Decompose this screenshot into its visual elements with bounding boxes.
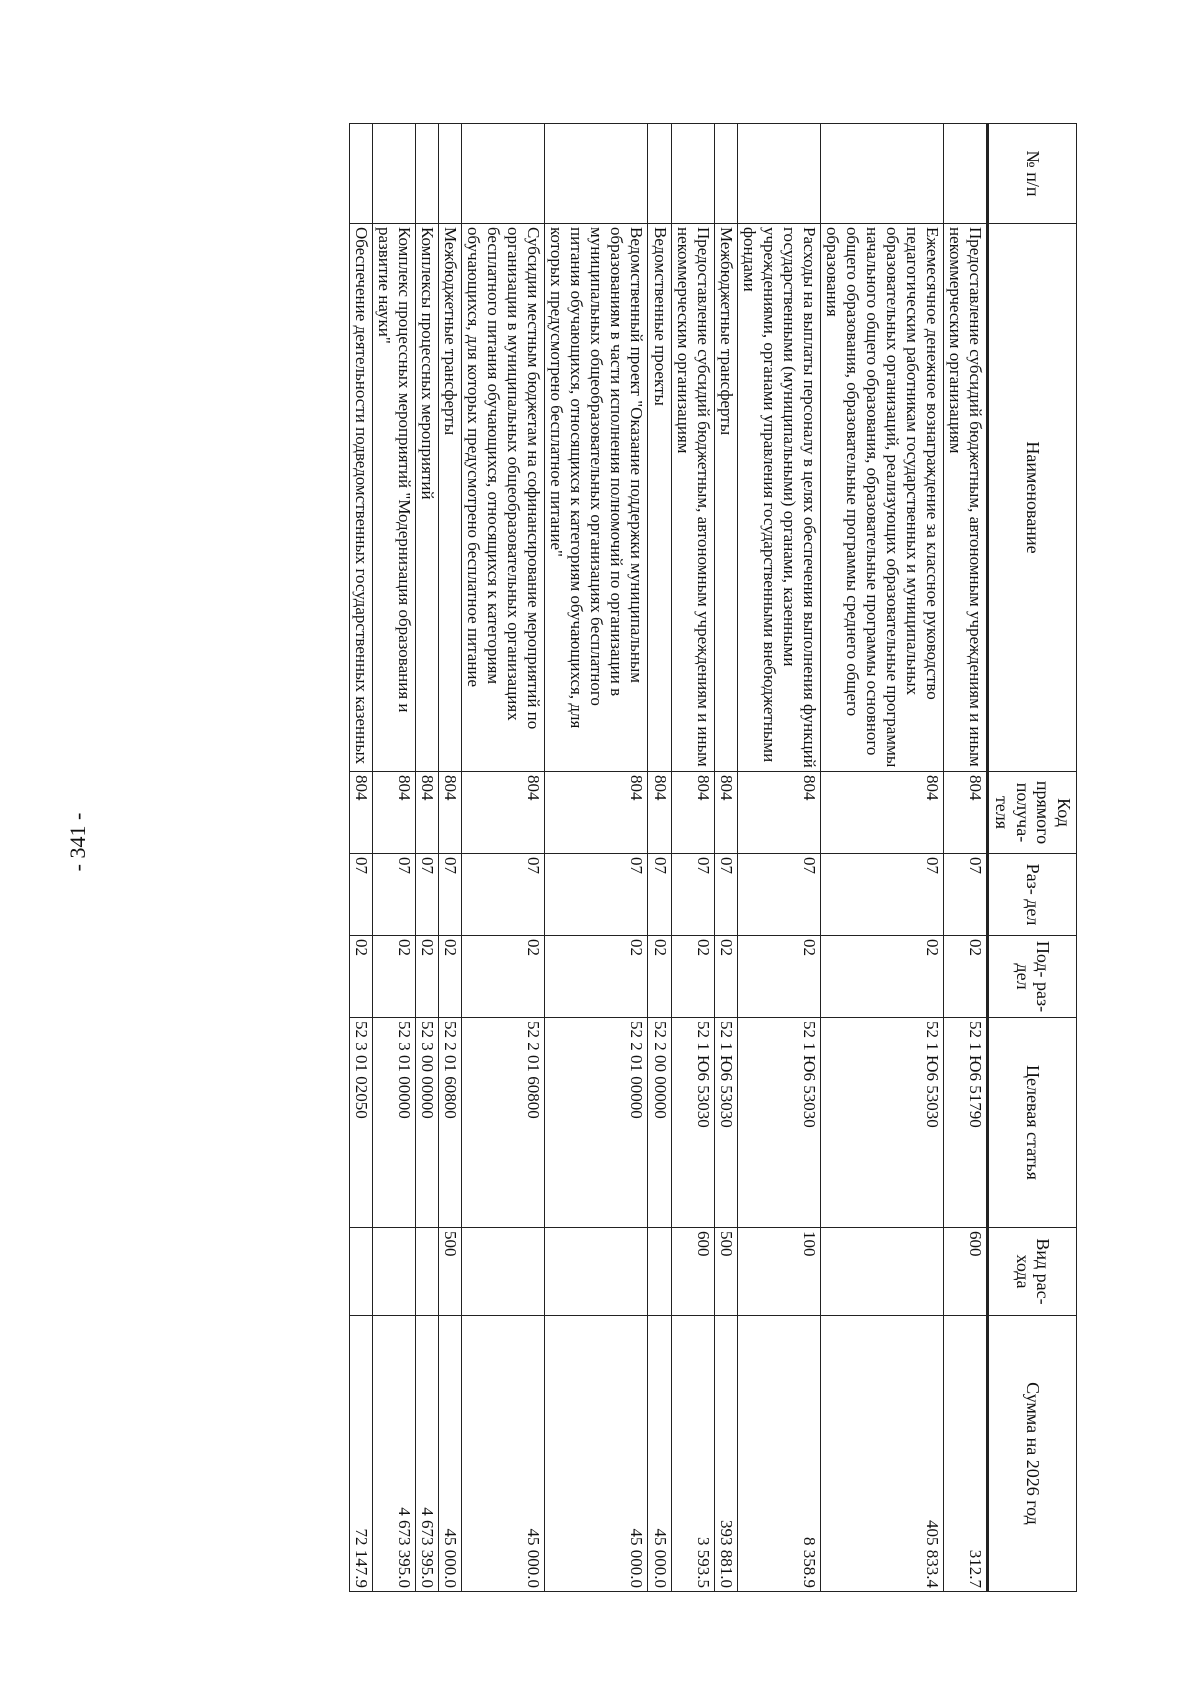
row-number-cell [415,124,438,224]
table-row [648,124,671,1592]
row-number-cell [372,124,415,224]
row-subsection-cell: 02 [820,936,943,1018]
row-code-cell: 804 [372,772,415,854]
header-sum: Сумма на 2026 год [988,1316,1077,1592]
row-target-cell: 52 1 Ю6 51790 [944,1018,988,1228]
row-subsection-cell: 02 [462,936,545,1018]
row-code-cell: 804 [462,772,545,854]
row-code-cell: 804 [349,772,372,854]
row-target-cell: 52 2 01 60800 [439,1018,462,1228]
row-name-cell: Ведомственный проект "Оказание поддержки муниципальным образованиям в части исполнения полномочий по организации в муниципальных общеобразовательных организациях бесплатного питания обучающихся, относящихся к категориям обучающихся, для которых предусмотрено бесплатное питание" [545,224,648,772]
row-subsection-cell: 02 [648,936,671,1018]
row-section-cell: 07 [545,854,648,936]
row-sum-cell: 72 147.9 [349,1316,372,1592]
row-exp-type-cell [462,1228,545,1316]
row-number-cell [671,124,714,224]
row-exp-type-cell: 600 [944,1228,988,1316]
table-row [737,124,820,1592]
row-number-cell [439,124,462,224]
table-row [944,124,988,1592]
row-number-cell [545,124,648,224]
row-section-cell: 07 [648,854,671,936]
row-exp-type-cell [349,1228,372,1316]
row-sum-cell: 45 000.0 [545,1316,648,1592]
row-code-cell: 804 [737,772,820,854]
header-name: Наименование [988,224,1077,772]
table-row [545,124,648,1592]
row-number-cell [820,124,943,224]
row-sum-cell: 45 000.0 [648,1316,671,1592]
row-code-cell: 804 [648,772,671,854]
row-section-cell: 07 [820,854,943,936]
row-name-cell: Комплекс процессных мероприятий "Модернизация образования и развитие науки" [372,224,415,772]
row-sum-cell: 393 881.0 [714,1316,737,1592]
budget-table [349,123,1077,1592]
row-name-cell: Межбюджетные трансферты [714,224,737,772]
row-subsection-cell: 02 [545,936,648,1018]
header-target: Целевая статья [988,1018,1077,1228]
table-row [415,124,438,1592]
row-target-cell: 52 3 01 02050 [349,1018,372,1228]
row-name-cell: Комплексы процессных мероприятий [415,224,438,772]
table-row [462,124,545,1592]
header-section: Раз- дел [988,854,1077,936]
row-section-cell: 07 [737,854,820,936]
row-code-cell: 804 [545,772,648,854]
row-target-cell: 52 1 Ю6 53030 [820,1018,943,1228]
row-sum-cell: 405 833.4 [820,1316,943,1592]
table-row [349,124,372,1592]
row-subsection-cell: 02 [944,936,988,1018]
row-number-cell [714,124,737,224]
row-exp-type-cell [820,1228,943,1316]
row-sum-cell: 4 673 395.0 [372,1316,415,1592]
table-row [714,124,737,1592]
row-exp-type-cell: 100 [737,1228,820,1316]
row-sum-cell: 45 000.0 [462,1316,545,1592]
row-exp-type-cell [415,1228,438,1316]
row-number-cell [737,124,820,224]
row-code-cell: 804 [439,772,462,854]
header-subsection: Под- раз- дел [988,936,1077,1018]
row-exp-type-cell [648,1228,671,1316]
row-name-cell: Субсидии местным бюджетам на софинансирование мероприятий по организации в муниципальных общеобразовательных организациях бесплатного питания обучающихся, относящихся к категориям обучающихся, для которых предусмотрено бесплатное питание [462,224,545,772]
row-target-cell: 52 3 01 00000 [372,1018,415,1228]
row-exp-type-cell [372,1228,415,1316]
header-row [988,124,1077,1592]
row-sum-cell: 8 358.9 [737,1316,820,1592]
row-subsection-cell: 02 [714,936,737,1018]
row-number-cell [462,124,545,224]
row-section-cell: 07 [671,854,714,936]
row-name-cell: Обеспечение деятельности подведомственных государственных казенных [349,224,372,772]
row-target-cell: 52 2 01 00000 [545,1018,648,1228]
row-name-cell: Ведомственные проекты [648,224,671,772]
row-name-cell: Предоставление субсидий бюджетным, автономным учреждениям и иным некоммерческим организациям [944,224,988,772]
row-number-cell [349,124,372,224]
row-code-cell: 804 [415,772,438,854]
table-row [820,124,943,1592]
row-target-cell: 52 1 Ю6 53030 [737,1018,820,1228]
row-target-cell: 52 2 01 60800 [462,1018,545,1228]
row-name-cell: Предоставление субсидий бюджетным, автономным учреждениям и иным некоммерческим организациям [671,224,714,772]
row-sum-cell: 312.7 [944,1316,988,1592]
row-target-cell: 52 3 00 00000 [415,1018,438,1228]
row-target-cell: 52 1 Ю6 53030 [671,1018,714,1228]
row-exp-type-cell [545,1228,648,1316]
row-subsection-cell: 02 [415,936,438,1018]
row-code-cell: 804 [820,772,943,854]
row-subsection-cell: 02 [737,936,820,1018]
row-sum-cell: 4 673 395.0 [415,1316,438,1592]
table-row [372,124,415,1592]
row-number-cell [648,124,671,224]
row-subsection-cell: 02 [671,936,714,1018]
row-subsection-cell: 02 [349,936,372,1018]
row-sum-cell: 45 000.0 [439,1316,462,1592]
row-code-cell: 804 [714,772,737,854]
row-name-cell: Межбюджетные трансферты [439,224,462,772]
budget-table-wrapper [349,123,1077,1591]
row-exp-type-cell: 500 [439,1228,462,1316]
row-code-cell: 804 [944,772,988,854]
header-exp-type: Вид рас- хода [988,1228,1077,1316]
header-code: Код прямого получа- теля [988,772,1077,854]
row-section-cell: 07 [439,854,462,936]
row-subsection-cell: 02 [439,936,462,1018]
row-code-cell: 804 [671,772,714,854]
row-target-cell: 52 2 00 00000 [648,1018,671,1228]
row-target-cell: 52 1 Ю6 53030 [714,1018,737,1228]
row-name-cell: Ежемесячное денежное вознаграждение за классное руководство педагогическим работникам государственных и муниципальных образовательных организаций, реализующих образовательные программы начального общего образования, образовательные программы основного общего образования, образовательные программы среднего общего образования [820,224,943,772]
row-section-cell: 07 [372,854,415,936]
header-no: № п/п [988,124,1077,224]
row-section-cell: 07 [944,854,988,936]
table-row [439,124,462,1592]
row-subsection-cell: 02 [372,936,415,1018]
page-number: - 341 - [65,812,90,872]
row-section-cell: 07 [349,854,372,936]
row-section-cell: 07 [415,854,438,936]
row-exp-type-cell: 500 [714,1228,737,1316]
row-number-cell [944,124,988,224]
row-name-cell: Расходы на выплаты персоналу в целях обеспечения выполнения функций государственными (муниципальными) органами, казенными учреждениями, органами управления государственными внебюджетными фондами [737,224,820,772]
row-section-cell: 07 [714,854,737,936]
row-section-cell: 07 [462,854,545,936]
row-sum-cell: 3 593.5 [671,1316,714,1592]
table-body [349,124,987,1592]
row-exp-type-cell: 600 [671,1228,714,1316]
table-row [671,124,714,1592]
